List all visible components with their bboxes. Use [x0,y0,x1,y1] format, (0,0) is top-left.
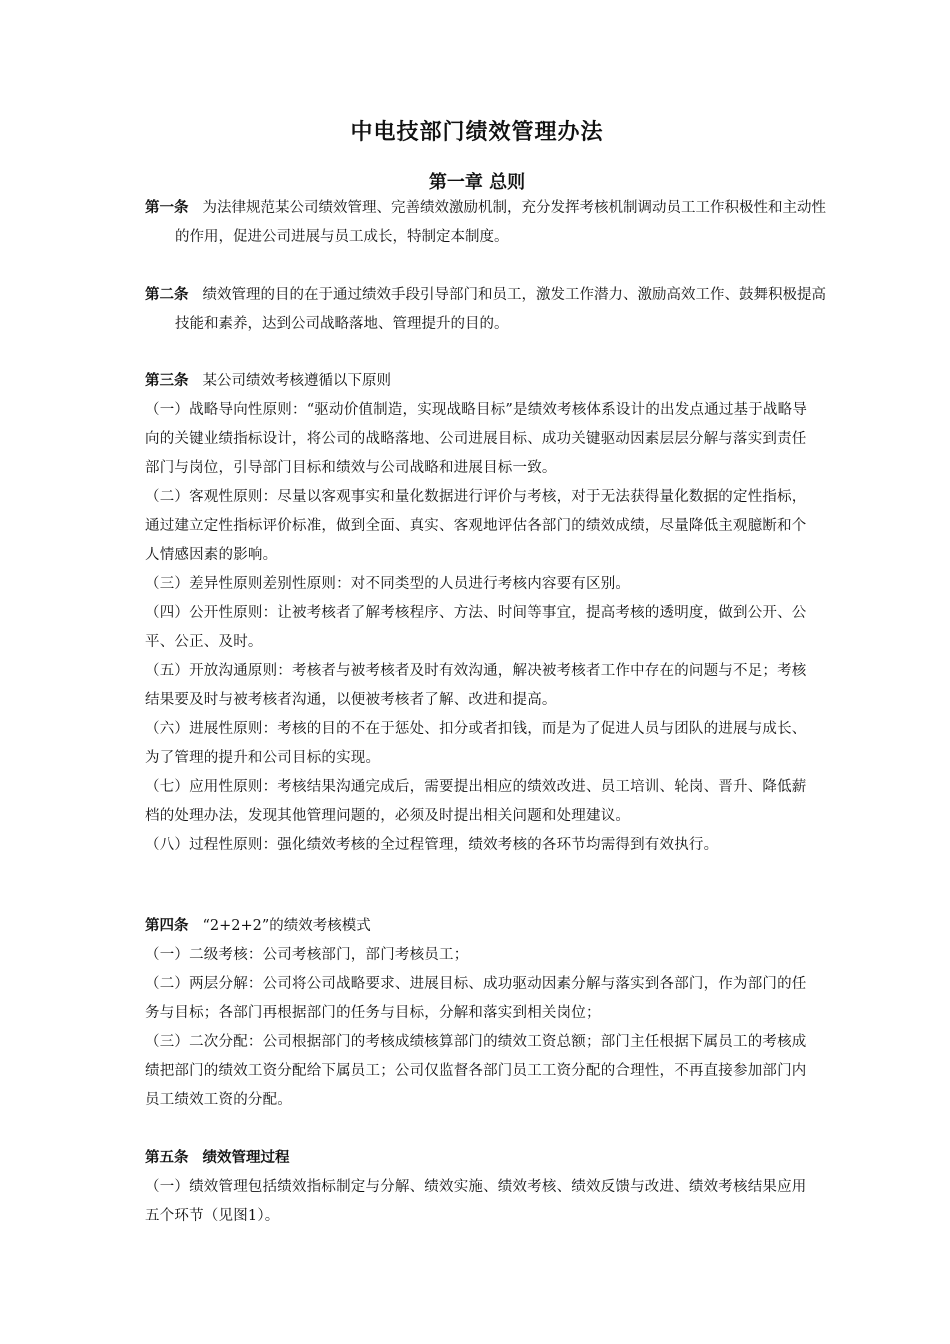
article-4 [145,911,809,1115]
principle-item: （八）过程性原则：强化绩效考核的全过程管理，绩效考核的各环节均需得到有效执行。 [145,837,719,853]
article-1-head: 第一条 [145,199,189,216]
document-title: 中电技部门绩效管理办法 [350,119,604,145]
article-5-head: 第五条 [145,1149,189,1166]
principle-item: （四）公开性原则：让被考核者了解考核程序、方法、时间等事宜，提高考核的透明度，做到公开、公平、公正、及时。 [145,605,807,650]
article-5-text: 绩效管理过程 [202,1149,290,1166]
process-item: （一）绩效管理包括绩效指标制定与分解、绩效实施、绩效考核、绩效反馈与改进、绩效考核结果应用五个环节（见图1）。 [145,1179,807,1224]
article-1-text: 为法律规范某公司绩效管理、完善绩效激励机制，充分发挥考核机制调动员工工作积极性和主动性的作用，促进公司进展与员工成长，特制定本制度。 [175,200,826,245]
principle-item: （七）应用性原则：考核结果沟通完成后，需要提出相应的绩效改进、员工培训、轮岗、晋升、降低薪档的处理办法，发现其他管理问题的，必须及时提出相关问题和处理建议。 [145,779,807,824]
article-3 [145,366,809,860]
article-3-heading-line [145,366,809,396]
principle-item: （一）战略导向性原则：“驱动价值制造，实现战略目标”是绩效考核体系设计的出发点通过基于战略导向的关键业绩指标设计，将公司的战略落地、公司进展目标、成功关键驱动因素层层分解与落实到责任部门与岗位，引导部门目标和绩效与公司战略和进展目标一致。 [145,402,808,476]
model-item: （二）两层分解：公司将公司战略要求、进展目标、成功驱动因素分解与落实到各部门，作为部门的任务与目标；各部门再根据部门的任务与目标，分解和落实到相关岗位； [145,976,807,1021]
article-3-head: 第三条 [145,372,189,389]
article-4-text: “2+2+2”的绩效考核模式 [202,918,371,934]
article-3-text: 某公司绩效考核遵循以下原则 [202,373,391,389]
model-item: （一）二级考核：公司考核部门，部门考核员工； [145,947,469,963]
article-5-heading-line [145,1143,809,1173]
article-4-head: 第四条 [145,917,189,934]
article-2 [145,280,839,339]
article-2-text: 绩效管理的目的在于通过绩效手段引导部门和员工，激发工作潜力、激励高效工作、鼓舞积极提高技能和素养，达到公司战略落地、管理提升的目的。 [175,287,826,332]
article-1 [145,193,839,252]
principle-item: （六）进展性原则：考核的目的不在于惩处、扣分或者扣钱，而是为了促进人员与团队的进展与成长、为了管理的提升和公司目标的实现。 [145,721,807,766]
principle-item: （五）开放沟通原则：考核者与被考核者及时有效沟通，解决被考核者工作中存在的问题与不足；考核结果要及时与被考核者沟通，以便被考核者了解、改进和提高。 [145,663,807,708]
principle-item: （三）差异性原则差别性原则：对不同类型的人员进行考核内容要有区别。 [145,576,631,592]
principle-item: （二）客观性原则：尽量以客观事实和量化数据进行评价与考核，对于无法获得量化数据的定性指标，通过建立定性指标评价标准，做到全面、真实、客观地评估各部门的绩效成绩，尽量降低主观臆断和个人情感因素的影响。 [145,489,807,563]
model-item: （三）二次分配：公司根据部门的考核成绩核算部门的绩效工资总额；部门主任根据下属员工的考核成绩把部门的绩效工资分配给下属员工；公司仅监督各部门员工工资分配的合理性，不再直接参加部门内员工绩效工资的分配。 [145,1034,807,1108]
chapter-heading: 第一章 总则 [428,172,526,193]
article-4-heading-line [145,911,809,941]
article-5 [145,1143,809,1231]
article-2-head: 第二条 [145,286,189,303]
